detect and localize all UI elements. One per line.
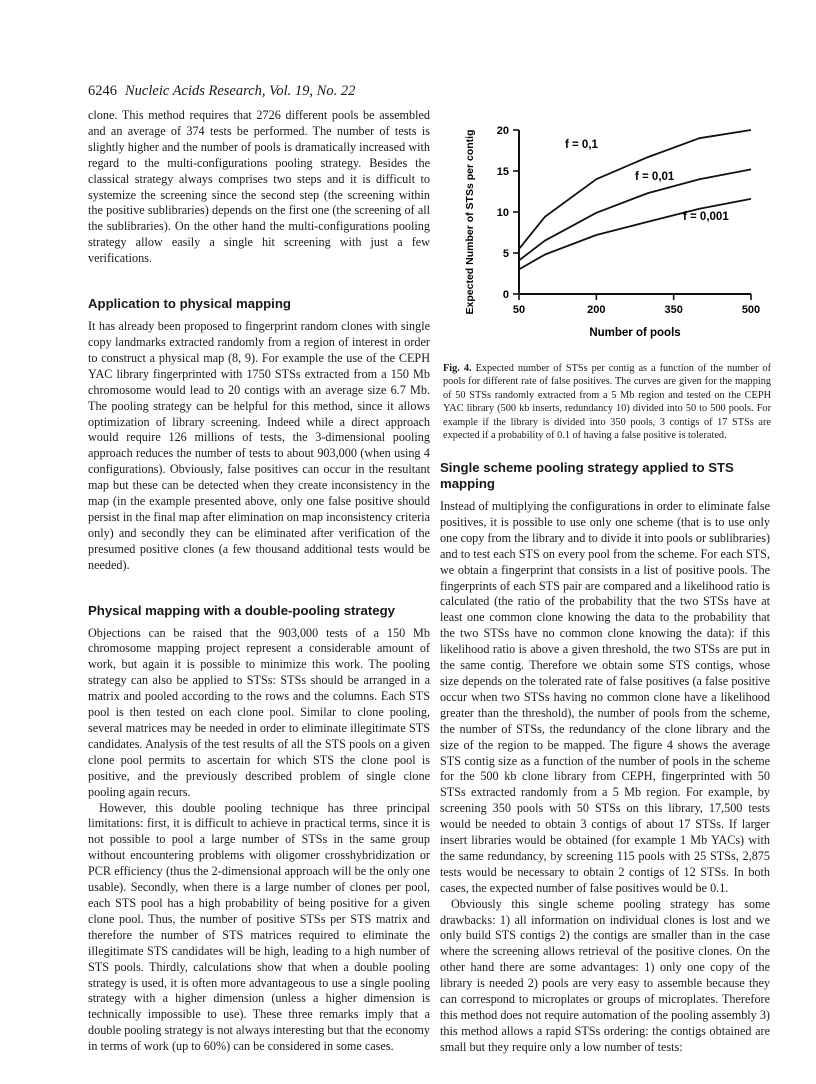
journal-citation: Nucleic Acids Research, Vol. 19, No. 22 xyxy=(125,83,356,99)
right-column xyxy=(440,460,770,1056)
caption-label: Fig. 4. xyxy=(443,363,472,374)
series-label: f = 0,001 xyxy=(683,211,729,223)
paragraph-physical-mapping: It has already been proposed to fingerprint random clones with single copy landmarks extracted randomly from a region of interest in order to construct a physical map (8, 9). For example the use of the CEPH YAC library fingerprinted with 1750 STSs extracted from a 150 Mb chromosome would lead to 20 contigs with an average size 6.7 Mb. The pooling strategy can be helpful for this method, since it allows optimization of library screening. Indeed while a direct approach would require 126 millions of tests, the 3-dimensional pooling approach reduces the number of tests to about 903,000 (when using 4 configurations). Obviously, false positives can occur in the resultant map but these can be detected when they create inconsistency in the map (in the example presented above, only one false positive should persist in the final map after elimination on map inconsistency criteria only) and secondly they can be eliminated after verification of the presumed positive clones (a few thousand additional tests would be needed). xyxy=(88,319,430,572)
series-label: f = 0,1 xyxy=(565,139,598,151)
section-heading-physical-mapping: Application to physical mapping xyxy=(88,296,291,312)
paragraph-continued: clone. This method requires that 2726 different pools be assembled and an average of 374 tests be performed. The number of tests is slightly higher and the number of pools is dramatically increased with regard to the multi-configurations pooling strategy. Besides the classical strategy always comprises two steps and it is difficult to systemize the screening since the second step (the screening within the positive sublibraries) depends on the first one (the screening of all the sublibraries). On the other hand the multi-configurations pooling strategy allow easily a single hit screening with just a few verifications. xyxy=(88,108,430,266)
running-header xyxy=(88,83,355,100)
paragraph-double-pooling-2: However, this double pooling technique has three principal limitations: first, it is difficult to achieve in practical terms, since it is not possible to pool a large number of STSs in the same group without encountering problems with oligomer crosshybridization or PCR efficiency (thus the 2-dimensional approach will be the only one usable). Secondly, when there is a large number of clones per pool, each STS pool has a high probability of being positive for a given clone pool. Thus, the number of positive STSs per STS matrix and therefore the number of STS matrices required to eliminate the illegitimate STS candidates will be high, leading to a high number of STS pools. Thirdly, calculations show that when a double pooling strategy is used, it is often more advantageous to use a single pooling strategy with a higher dimension (unless a higher dimension is technically impossible to use). These three remarks imply that a double pooling strategy is not always interesting but that the economy in terms of work (up to 60%) can be considered in some cases. xyxy=(88,800,430,1054)
y-tick-label: 0 xyxy=(502,289,509,301)
page-number: 6246 xyxy=(88,83,117,99)
paragraph-double-pooling-1: Objections can be raised that the 903,000 tests of a 150 Mb chromosome mapping project represent a considerable amount of work, but again it is possible to minimize this work. The pooling strategy can also be applied to STSs: STSs should be arranged in a matrix and pooled according to the rows and the columns. Each STS pool is then tested on each clone pool. Similar to clone pooling, several matrices may be needed in order to eliminate illegitimate STS candidates. Analysis of the test results of all the STS pools on a given clone pool permits to ascertain for which STS the clone pool is positive, and the previously described problem of single clone pooling again recurs. xyxy=(88,625,430,799)
series-label: f = 0,01 xyxy=(635,171,675,183)
line-chart xyxy=(440,108,770,348)
section-heading-double-pooling: Physical mapping with a double-pooling strategy xyxy=(88,602,396,618)
y-axis-label: Expected Number of STSs per contig xyxy=(464,129,476,315)
caption-text: Expected number of STSs per contig as a function of the number of pools for different rate of false positives. The curves are given for the mapping of 50 STSs randomly extracted from a 5 Mb region and tested on the CEPH YAC library (500 kb inserts, redundancy 10) divided into 50 to 500 pools. For example if the library is divided into 350 pools, 3 contigs of 17 STSs are expected if a probability of 0.1 of having a false positive is tolerated. xyxy=(443,363,772,442)
y-tick-label: 20 xyxy=(496,125,509,137)
y-tick-label: 5 xyxy=(502,248,509,260)
left-column xyxy=(88,108,430,1055)
y-tick-label: 10 xyxy=(496,207,509,219)
x-tick-label: 500 xyxy=(741,304,761,316)
x-tick-label: 350 xyxy=(664,304,683,316)
series-line xyxy=(519,130,751,249)
x-tick-label: 200 xyxy=(587,304,606,316)
y-tick-label: 15 xyxy=(496,166,509,178)
paragraph-single-scheme-2: Obviously this single scheme pooling strategy has some drawbacks: 1) all information on individual clones is lost and we only build STS contigs 2) the contigs are smaller than in the case where the screening allows retrieval of the positive clones. On the other hand there are some advantages: 1) only one copy of the library is needed 2) pools are very easy to assemble because they can correspond to microplates or groups of microplates. Therefore this method does not require automation of the pooling assembly 3) this method allows a rapid STSs ordering: the contigs obtained are small but they require only a low number of tests: xyxy=(440,896,770,1054)
x-axis-label: Number of pools xyxy=(589,327,681,339)
figure-caption xyxy=(443,362,771,442)
x-tick-label: 50 xyxy=(512,304,526,316)
figure-4 xyxy=(440,108,770,348)
section-heading-single-scheme: Single scheme pooling strategy applied to STS mapping xyxy=(440,460,734,491)
paragraph-single-scheme-1: Instead of multiplying the configurations in order to eliminate false positives, it is possible to use only one scheme (that is to use only one copy from the library and to divide it into pools or sublibraries) and to test each STS on every pool from the scheme. For each STS, we obtain a fingerprint that consists in a list of positive pools. The fingerprints of each STS pair are compared and a likelihood ratio is calculated (the ratio of the probability that the two STSs have at least one common clone knowing the data to the probability that the two STSs have no common clone knowing the data): if this likelihood ratio is above a given threshold, the two STSs are put in the same contig. Therefore we obtain some STS contigs, whose size depends on the tolerated rate of false positives (a false positive occur when two STSs having no common clone have a likelihood greater than the threshold), the number of pools from the scheme, the number of STSs, the redundancy of the clone library and the size of the region to be mapped. The figure 4 shows the average STS contig size as a function of the number of pools in the scheme for the 500 kb clone library from CEPH, fingerprinted with 50 STSs extracted randomly from a 5 Mb region. For example, by screening 350 pools with 50 STSs on this library, 17,500 tests would be needed to obtain 3 contigs of about 17 STSs. If larger insert libraries would be obtained (for example 1 Mb YACs) with the same redundancy, by screening 115 pools with 25 STSs, 2,875 tests would be necessary to obtain 2 contigs of 12 STSs. In both cases, the expected number of false positives would be 0.1. xyxy=(440,499,770,895)
